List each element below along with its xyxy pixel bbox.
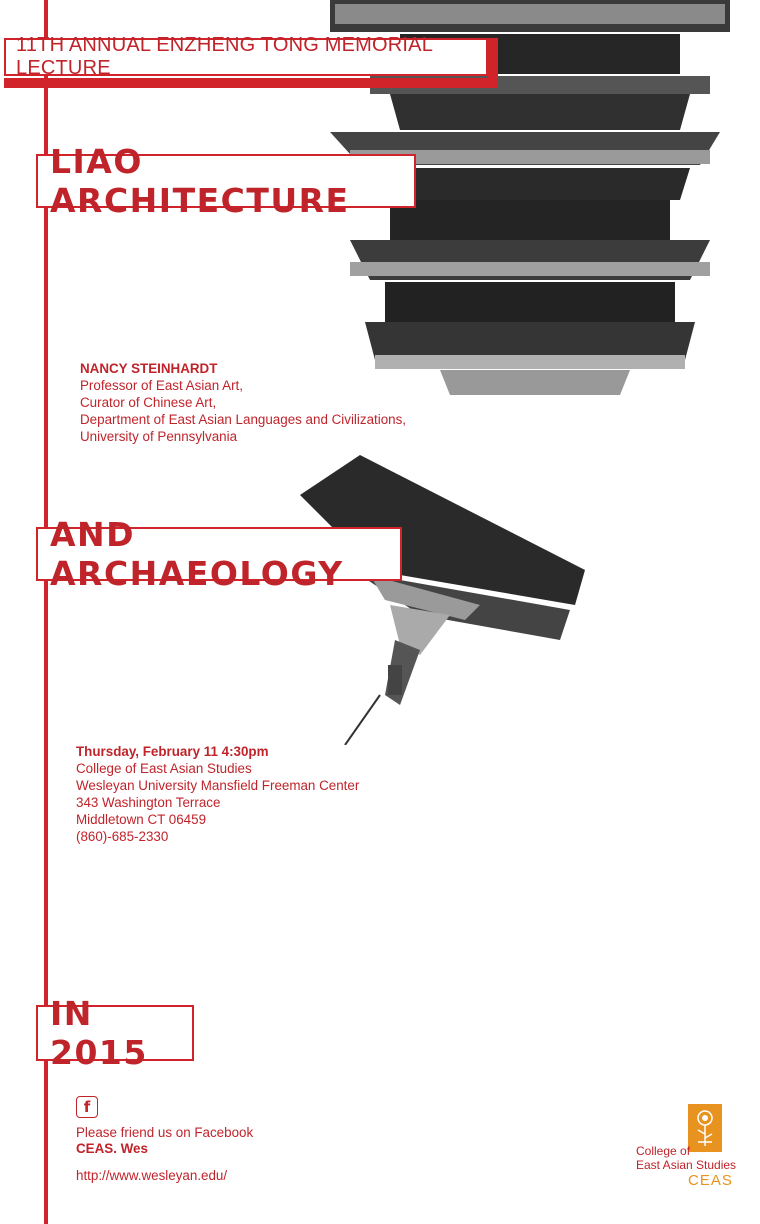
- event-line: Middletown CT 06459: [76, 812, 207, 827]
- facebook-text: Please friend us on Facebook: [76, 1125, 254, 1140]
- event-details: [76, 743, 359, 845]
- facebook-account[interactable]: CEAS. Wes: [76, 1141, 148, 1156]
- logo-line2: East Asian Studies: [636, 1158, 737, 1172]
- website-link[interactable]: http://www.wesleyan.edu/: [76, 1168, 228, 1183]
- series-banner-shadow-right: [488, 38, 498, 88]
- event-line: College of East Asian Studies: [76, 761, 252, 776]
- title-box-line3: [36, 994, 194, 1072]
- logo-abbr: CEAS: [688, 1172, 733, 1189]
- pagoda-photo-bottom: [300, 455, 590, 745]
- title-line2: AND ARCHAEOLOGY: [50, 515, 344, 593]
- speaker-line: Professor of East Asian Art,: [80, 378, 243, 393]
- speaker-name: NANCY STEINHARDT: [80, 361, 218, 376]
- title-line3: IN 2015: [50, 994, 148, 1072]
- title-box-line1: [36, 142, 416, 220]
- speaker-line: University of Pennsylvania: [80, 429, 238, 444]
- event-datetime: Thursday, February 11 4:30pm: [76, 744, 269, 759]
- event-line: 343 Washington Terrace: [76, 795, 221, 810]
- title-line1: LIAO ARCHITECTURE: [50, 142, 350, 220]
- title-box-line2: [36, 515, 402, 593]
- social-block: [76, 1096, 253, 1183]
- event-line: Wesleyan University Mansfield Freeman Center: [76, 778, 360, 793]
- event-line: (860)-685-2330: [76, 829, 169, 844]
- facebook-icon[interactable]: [76, 1096, 98, 1118]
- logo-line1: College of: [636, 1144, 691, 1158]
- speaker-block: [80, 360, 406, 445]
- chrysanthemum-icon: [688, 1104, 722, 1152]
- speaker-line: Curator of Chinese Art,: [80, 395, 217, 410]
- speaker-line: Department of East Asian Languages and Civilizations,: [80, 412, 407, 427]
- series-banner: [4, 34, 488, 79]
- series-title: 11TH ANNUAL ENZHENG TONG MEMORIAL LECTURE: [16, 34, 433, 79]
- facebook-glyph: f: [83, 1098, 91, 1116]
